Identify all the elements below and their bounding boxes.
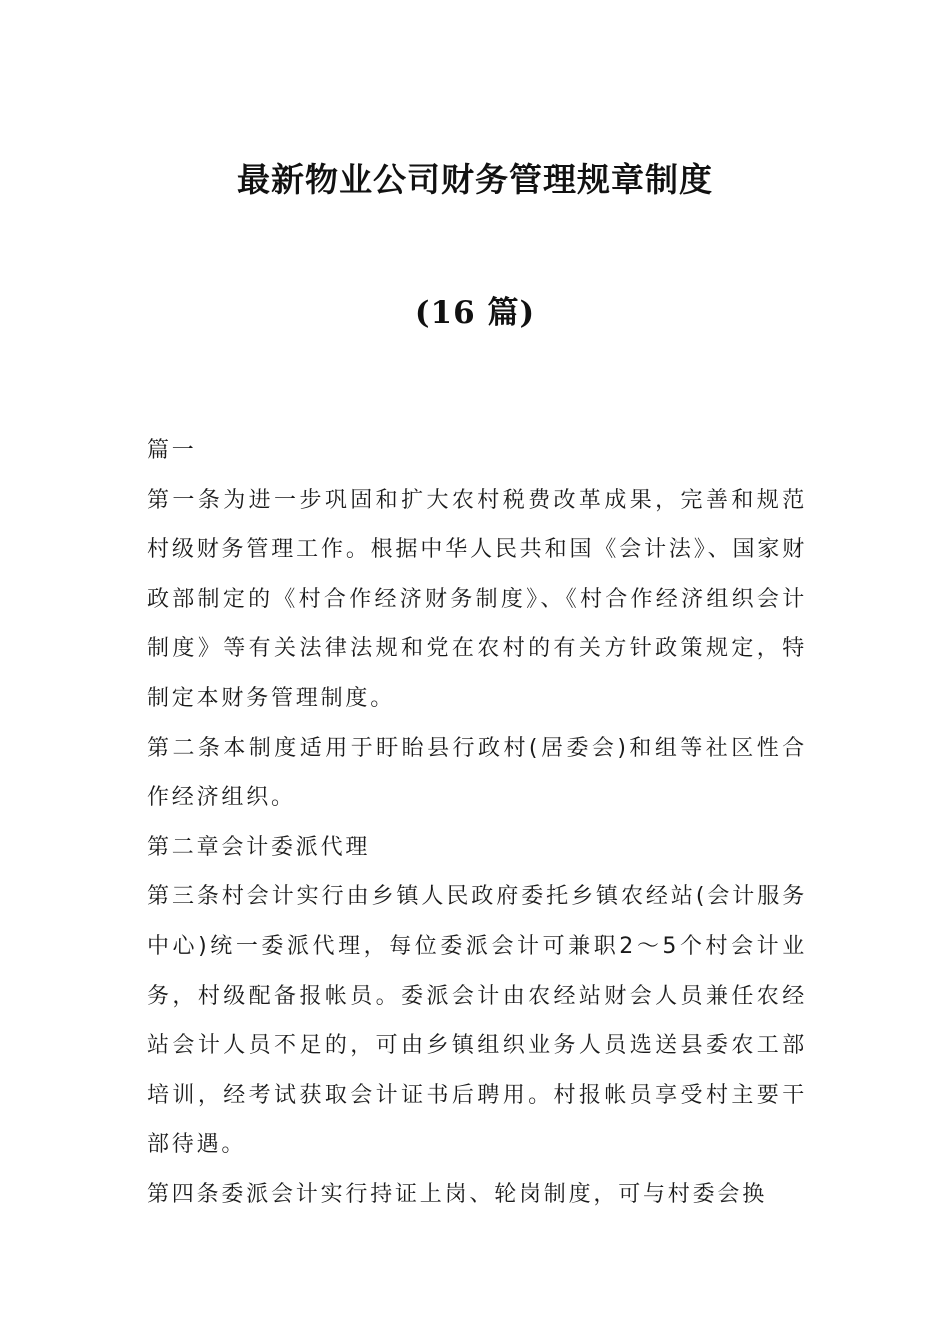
- paragraph: 第三条村会计实行由乡镇人民政府委托乡镇农经站(会计服务中心)统一委派代理，每位委派会计可兼职2～5个村会计业务，村级配备报帐员。委派会计由农经站财会人员兼任农经站会计人员不足的，可由乡镇组织业务人员选送县委农工部培训，经考试获取会计证书后聘用。村报帐员享受村主要干部待遇。: [147, 884, 807, 1158]
- paragraph: 第一条为进一步巩固和扩大农村税费改革成果，完善和规范村级财务管理工作。根据中华人民共和国《会计法》、国家财政部制定的《村合作经济财务制度》、《村合作经济组织会计制度》等有关法律法规和党在农村的有关方针政策规定，特制定本财务管理制度。: [147, 487, 807, 711]
- paragraph: 第二条本制度适用于盱眙县行政村(居委会)和组等社区性合作经济组织。: [147, 735, 807, 811]
- paragraph: 第四条委派会计实行持证上岗、轮岗制度，可与村委会换: [147, 1181, 768, 1207]
- chapter-heading: 第二章会计委派代理: [147, 834, 371, 860]
- document-subtitle: (16 篇): [414, 295, 536, 331]
- document-body: [147, 426, 807, 1220]
- section-heading: 篇一: [147, 438, 197, 463]
- document-title: 最新物业公司财务管理规章制度: [237, 160, 713, 199]
